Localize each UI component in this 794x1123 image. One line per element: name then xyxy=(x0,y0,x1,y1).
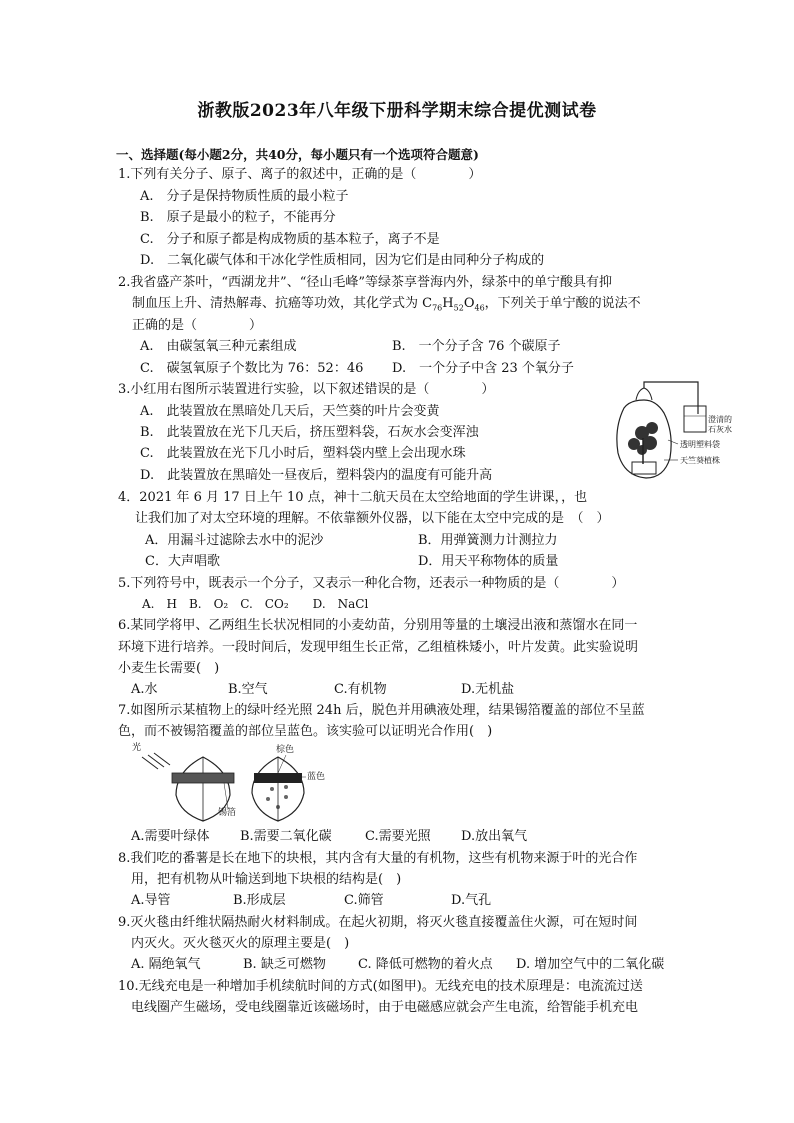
question-2-line2: 制血压上升、清热解毒、抗癌等功效，其化学式为 $C_{76}H_{52}O_{46}$，下列关于单宁酸的说法不 xyxy=(132,296,641,313)
question-8-option-c: C.筛管 xyxy=(344,893,384,908)
question-3-option-a: A. 此装置放在黑暗处几天后，天竺葵的叶片会变黄 xyxy=(140,404,440,419)
question-1-stem: 1.下列有关分子、原子、离子的叙述中，正确的是（ ） xyxy=(118,167,482,182)
question-1-option-d: D. 二氧化碳气体和干冰化学性质相同，因为它们是由同种分子构成的 xyxy=(140,253,545,268)
question-8-option-a: A.导管 xyxy=(131,893,171,908)
question-9-option-d: D. 增加空气中的二氧化碳 xyxy=(516,957,665,972)
question-4-option-b: B．用弹簧测力计测拉力 xyxy=(418,533,558,548)
question-7-option-b: B.需要二氧化碳 xyxy=(240,829,332,844)
plant-bag-apparatus-figure xyxy=(612,378,710,488)
question-7-option-c: C.需要光照 xyxy=(365,829,431,844)
question-6-option-d: D.无机盐 xyxy=(461,682,515,697)
question-4-option-d: D．用天平称物体的质量 xyxy=(418,554,559,569)
question-2-option-c: C. 碳氢氧原子个数比为 76：52：46 xyxy=(140,361,364,376)
question-5-options: A. H B. O₂ C. CO₂ D. NaCl xyxy=(142,597,369,611)
question-3-option-c: C. 此装置放在光下几小时后，塑料袋内壁上会出现水珠 xyxy=(140,446,466,461)
figure-label-blue: 蓝色 xyxy=(307,772,326,782)
question-6-line2: 环境下进行培养。一段时间后，发现甲组生长正常，乙组植株矮小，叶片发黄。此实验说明 xyxy=(118,640,639,655)
question-5-stem: 5.下列符号中，既表示一个分子，又表示一种化合物，还表示一种物质的是（ ） xyxy=(118,576,625,591)
figure-label-limewater: 澄清的 石灰水 xyxy=(708,415,732,434)
question-3-option-b: B. 此装置放在光下几天后，挤压塑料袋，石灰水会变浑浊 xyxy=(140,425,479,440)
question-9-option-b: B. 缺乏可燃物 xyxy=(243,957,326,972)
question-3-stem: 3.小红用右图所示装置进行实验，以下叙述错误的是（ ） xyxy=(118,382,495,397)
question-2-option-d: D. 一个分子中含 23 个氧分子 xyxy=(392,361,574,376)
question-6-option-c: C.有机物 xyxy=(334,682,387,697)
page-title: 浙教版2023年八年级下册科学期末综合提优测试卷 xyxy=(197,101,597,121)
question-2-line1: 2.我省盛产茶叶，“西湖龙井”、“径山毛峰”等绿茶享誉海内外，绿茶中的单宁酸具有抑 xyxy=(118,275,612,290)
question-4-line2: 让我们加了对太空环境的理解。不依靠额外仪器，以下能在太空中完成的是 （ ） xyxy=(135,511,610,526)
figure-label-geranium: 天竺葵植株 xyxy=(680,456,720,465)
question-2-line3: 正确的是（ ） xyxy=(132,318,263,333)
question-7-option-d: D.放出氧气 xyxy=(461,829,528,844)
question-7-line2: 色，而不被锡箔覆盖的部位呈蓝色。该实验可以证明光合作用( ) xyxy=(118,724,493,739)
question-10-line1: 10.无线充电是一种增加手机续航时间的方式(如图甲)。无线充电的技术原理是：电流流过送 xyxy=(118,979,643,994)
question-8-option-b: B.形成层 xyxy=(233,893,286,908)
question-6-option-a: A.水 xyxy=(131,682,158,697)
question-8-option-d: D.气孔 xyxy=(451,893,492,908)
question-1-option-c: C. 分子和原子都是构成物质的基本粒子，离子不是 xyxy=(140,232,440,247)
question-6-line1: 6.某同学将甲、乙两组生长状况相同的小麦幼苗，分别用等量的土壤浸出液和蒸馏水在同一 xyxy=(118,618,638,633)
question-8-line2: 用，把有机物从叶输送到地下块根的结构是( ) xyxy=(131,872,402,887)
question-2-option-a: A. 由碳氢氧三种元素组成 xyxy=(140,339,297,354)
question-1-option-a: A. 分子是保持物质性质的最小粒子 xyxy=(140,189,349,204)
question-2-option-b: B. 一个分子含 76 个碳原子 xyxy=(392,339,561,354)
question-4-option-a: A．用漏斗过滤除去水中的泥沙 xyxy=(145,533,324,548)
question-9-option-c: C. 降低可燃物的着火点 xyxy=(358,957,493,972)
question-4-option-c: C．大声唱歌 xyxy=(145,554,220,569)
figure-label-plastic-bag: 透明塑料袋 xyxy=(680,440,720,449)
question-6-line3: 小麦生长需要( ) xyxy=(118,661,220,676)
question-9-line2: 内灭火。灭火毯灭火的原理主要是( ) xyxy=(131,936,350,951)
section-heading: 一、选择题(每小题2分，共40分，每小题只有一个选项符合题意) xyxy=(116,147,479,162)
question-9-option-a: A. 隔绝氧气 xyxy=(131,957,201,972)
question-7-option-a: A.需要叶绿体 xyxy=(131,829,210,844)
figure-label-foil: 锡箔 xyxy=(218,808,237,818)
figure-label-light: 光 xyxy=(132,743,142,753)
question-8-line1: 8.我们吃的番薯是长在地下的块根，其内含有大量的有机物，这些有机物来源于叶的光合作 xyxy=(118,851,638,866)
question-3-option-d: D. 此装置放在黑暗处一昼夜后，塑料袋内的温度有可能升高 xyxy=(140,468,493,483)
question-10-line2: 电线圈产生磁场，受电线圈靠近该磁场时，由于电磁感应就会产生电流，给智能手机充电 xyxy=(131,1000,639,1015)
question-1-option-b: B. 原子是最小的粒子，不能再分 xyxy=(140,210,336,225)
question-6-option-b: B.空气 xyxy=(228,682,268,697)
figure-label-brown: 棕色 xyxy=(276,745,295,755)
question-7-line1: 7.如图所示某植物上的绿叶经光照 24h 后，脱色并用碘液处理，结果锡箔覆盖的部位不呈蓝 xyxy=(118,703,645,718)
question-9-line1: 9.灭火毯由纤维状隔热耐火材料制成。在起火初期，将灭火毯直接覆盖住火源，可在短时间 xyxy=(118,915,638,930)
question-4-line1: 4．2021 年 6 月 17 日上午 10 点，神十二航天员在太空给地面的学生讲课，，也 xyxy=(118,490,588,505)
